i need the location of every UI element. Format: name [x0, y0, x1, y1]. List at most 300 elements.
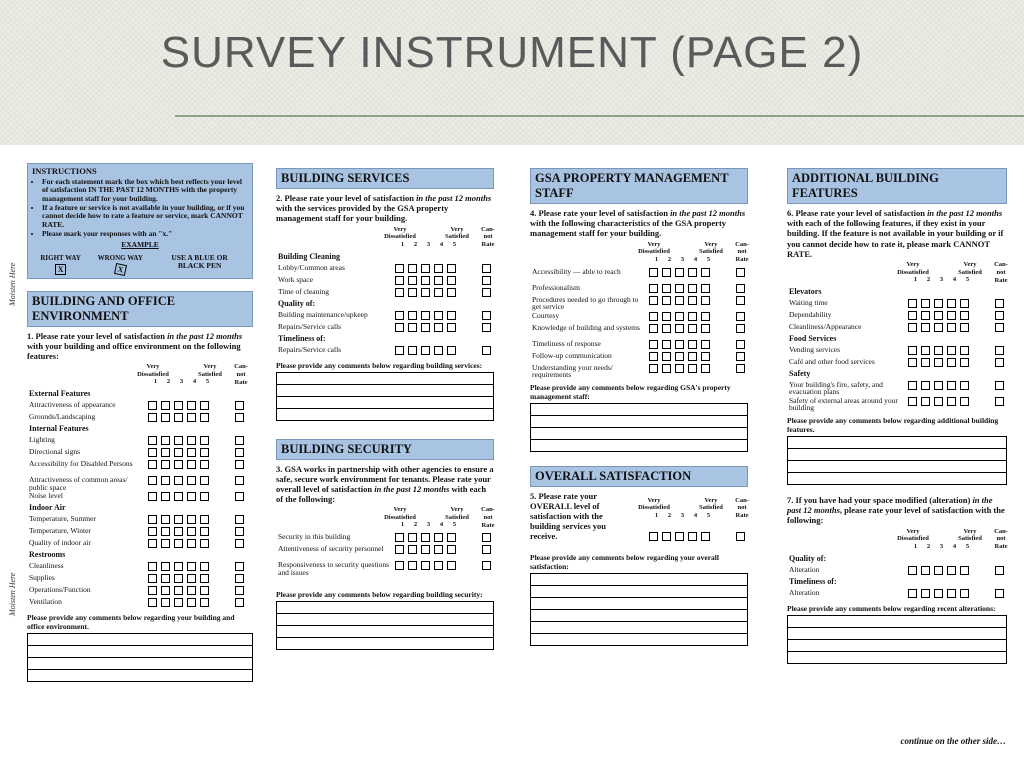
comment-line[interactable] — [277, 614, 493, 626]
comment-line[interactable] — [788, 449, 1006, 461]
comment-line[interactable] — [531, 404, 747, 416]
rating-box[interactable] — [934, 299, 943, 308]
rating-box[interactable] — [947, 589, 956, 598]
rating-boxes[interactable] — [908, 346, 969, 355]
rating-box[interactable] — [148, 460, 157, 469]
rating-box[interactable] — [148, 574, 157, 583]
rating-box[interactable] — [174, 448, 183, 457]
rating-box[interactable] — [434, 323, 443, 332]
rating-box[interactable] — [960, 381, 969, 390]
comment-line[interactable] — [531, 610, 747, 622]
rating-boxes[interactable] — [395, 288, 456, 297]
cannot-rate-box[interactable] — [235, 448, 244, 457]
rating-box[interactable] — [161, 598, 170, 607]
rating-boxes[interactable] — [908, 381, 969, 390]
rating-box[interactable] — [408, 323, 417, 332]
comment-line[interactable] — [28, 658, 252, 670]
rating-box[interactable] — [174, 401, 183, 410]
rating-boxes[interactable] — [148, 492, 209, 501]
rating-box[interactable] — [408, 311, 417, 320]
rating-box[interactable] — [947, 358, 956, 367]
rating-box[interactable] — [947, 311, 956, 320]
cannot-rate-box[interactable] — [995, 358, 1004, 367]
rating-box[interactable] — [174, 598, 183, 607]
boe-comment-box[interactable] — [27, 633, 253, 682]
rating-box[interactable] — [447, 346, 456, 355]
rating-box[interactable] — [662, 268, 671, 277]
cannot-rate-box[interactable] — [995, 323, 1004, 332]
rating-box[interactable] — [148, 586, 157, 595]
rating-box[interactable] — [161, 460, 170, 469]
cannot-rate-box[interactable] — [995, 566, 1004, 575]
rating-box[interactable] — [200, 448, 209, 457]
rating-box[interactable] — [947, 566, 956, 575]
rating-box[interactable] — [908, 589, 917, 598]
rating-box[interactable] — [395, 533, 404, 542]
rating-box[interactable] — [447, 545, 456, 554]
rating-box[interactable] — [934, 311, 943, 320]
rating-box[interactable] — [148, 598, 157, 607]
rating-box[interactable] — [148, 527, 157, 536]
comment-line[interactable] — [277, 397, 493, 409]
rating-box[interactable] — [200, 574, 209, 583]
rating-box[interactable] — [649, 312, 658, 321]
rating-box[interactable] — [947, 299, 956, 308]
rating-box[interactable] — [960, 566, 969, 575]
rating-box[interactable] — [701, 324, 710, 333]
rating-box[interactable] — [408, 561, 417, 570]
rating-box[interactable] — [161, 492, 170, 501]
rating-boxes[interactable] — [148, 436, 209, 445]
rating-box[interactable] — [161, 436, 170, 445]
rating-box[interactable] — [960, 311, 969, 320]
rating-box[interactable] — [675, 284, 684, 293]
rating-boxes[interactable] — [908, 566, 969, 575]
cannot-rate-box[interactable] — [482, 288, 491, 297]
rating-box[interactable] — [200, 527, 209, 536]
rating-box[interactable] — [174, 413, 183, 422]
cannot-rate-box[interactable] — [235, 586, 244, 595]
rating-box[interactable] — [161, 476, 170, 485]
rating-box[interactable] — [934, 566, 943, 575]
cannot-rate-box[interactable] — [235, 598, 244, 607]
rating-box[interactable] — [960, 323, 969, 332]
rating-box[interactable] — [187, 586, 196, 595]
rating-box[interactable] — [447, 288, 456, 297]
cannot-rate-box[interactable] — [235, 562, 244, 571]
rating-box[interactable] — [187, 539, 196, 548]
rating-boxes[interactable] — [148, 539, 209, 548]
comment-line[interactable] — [28, 646, 252, 658]
cannot-rate-box[interactable] — [736, 284, 745, 293]
rating-box[interactable] — [174, 460, 183, 469]
rating-box[interactable] — [688, 324, 697, 333]
rating-box[interactable] — [447, 311, 456, 320]
comment-line[interactable] — [531, 634, 747, 645]
cannot-rate-box[interactable] — [235, 539, 244, 548]
rating-box[interactable] — [200, 436, 209, 445]
rating-box[interactable] — [187, 448, 196, 457]
rating-box[interactable] — [187, 476, 196, 485]
rating-box[interactable] — [434, 561, 443, 570]
comment-line[interactable] — [277, 602, 493, 614]
rating-box[interactable] — [649, 340, 658, 349]
rating-box[interactable] — [187, 598, 196, 607]
rating-box[interactable] — [161, 562, 170, 571]
cannot-rate-box[interactable] — [482, 276, 491, 285]
rating-box[interactable] — [434, 288, 443, 297]
rating-box[interactable] — [421, 533, 430, 542]
rating-box[interactable] — [908, 566, 917, 575]
rating-box[interactable] — [921, 566, 930, 575]
rating-box[interactable] — [908, 397, 917, 406]
comment-line[interactable] — [531, 574, 747, 586]
rating-box[interactable] — [934, 358, 943, 367]
rating-box[interactable] — [688, 268, 697, 277]
rating-box[interactable] — [908, 299, 917, 308]
rating-boxes[interactable] — [649, 352, 710, 361]
rating-box[interactable] — [200, 562, 209, 571]
rating-box[interactable] — [421, 561, 430, 570]
rating-box[interactable] — [148, 562, 157, 571]
rating-box[interactable] — [947, 323, 956, 332]
cannot-rate-box[interactable] — [995, 346, 1004, 355]
cannot-rate-box[interactable] — [736, 312, 745, 321]
rating-boxes[interactable] — [148, 574, 209, 583]
rating-box[interactable] — [421, 323, 430, 332]
rating-box[interactable] — [701, 268, 710, 277]
rating-box[interactable] — [675, 312, 684, 321]
rating-boxes[interactable] — [395, 545, 456, 554]
rating-box[interactable] — [701, 296, 710, 305]
cannot-rate-box[interactable] — [482, 561, 491, 570]
rating-box[interactable] — [908, 358, 917, 367]
rating-boxes[interactable] — [395, 561, 456, 570]
cannot-rate-box[interactable] — [235, 436, 244, 445]
rating-box[interactable] — [934, 381, 943, 390]
rating-boxes[interactable] — [148, 460, 209, 469]
rating-box[interactable] — [200, 586, 209, 595]
rating-box[interactable] — [447, 276, 456, 285]
comment-line[interactable] — [531, 416, 747, 428]
rating-box[interactable] — [688, 296, 697, 305]
cannot-rate-box[interactable] — [995, 589, 1004, 598]
rating-box[interactable] — [662, 352, 671, 361]
rating-box[interactable] — [434, 311, 443, 320]
cannot-rate-box[interactable] — [482, 311, 491, 320]
rating-box[interactable] — [688, 312, 697, 321]
rating-box[interactable] — [688, 284, 697, 293]
rating-box[interactable] — [421, 264, 430, 273]
rating-box[interactable] — [434, 533, 443, 542]
rating-boxes[interactable] — [148, 527, 209, 536]
cannot-rate-box[interactable] — [235, 401, 244, 410]
rating-boxes[interactable] — [395, 533, 456, 542]
rating-box[interactable] — [908, 346, 917, 355]
rating-box[interactable] — [675, 268, 684, 277]
comment-line[interactable] — [531, 428, 747, 440]
rating-box[interactable] — [148, 492, 157, 501]
rating-box[interactable] — [434, 264, 443, 273]
comment-line[interactable] — [531, 440, 747, 451]
rating-box[interactable] — [395, 276, 404, 285]
cannot-rate-box[interactable] — [235, 527, 244, 536]
rating-boxes[interactable] — [148, 586, 209, 595]
rating-boxes[interactable] — [908, 358, 969, 367]
rating-boxes[interactable] — [908, 589, 969, 598]
rating-box[interactable] — [947, 397, 956, 406]
rating-box[interactable] — [649, 296, 658, 305]
rating-box[interactable] — [395, 323, 404, 332]
sec-comment-box[interactable] — [276, 601, 494, 650]
rating-box[interactable] — [187, 436, 196, 445]
rating-boxes[interactable] — [148, 598, 209, 607]
rating-box[interactable] — [174, 586, 183, 595]
comment-line[interactable] — [531, 586, 747, 598]
rating-boxes[interactable] — [908, 397, 969, 406]
rating-box[interactable] — [675, 324, 684, 333]
cannot-rate-box[interactable] — [995, 397, 1004, 406]
cannot-rate-box[interactable] — [482, 346, 491, 355]
rating-box[interactable] — [434, 276, 443, 285]
cannot-rate-box[interactable] — [736, 340, 745, 349]
rating-box[interactable] — [395, 264, 404, 273]
rating-box[interactable] — [174, 574, 183, 583]
comment-line[interactable] — [28, 634, 252, 646]
rating-box[interactable] — [395, 545, 404, 554]
rating-box[interactable] — [174, 515, 183, 524]
rating-box[interactable] — [187, 460, 196, 469]
rating-boxes[interactable] — [649, 364, 710, 373]
rating-boxes[interactable] — [649, 284, 710, 293]
cannot-rate-box[interactable] — [235, 460, 244, 469]
rating-box[interactable] — [148, 436, 157, 445]
rating-box[interactable] — [908, 311, 917, 320]
cannot-rate-box[interactable] — [235, 515, 244, 524]
rating-box[interactable] — [148, 539, 157, 548]
rating-boxes[interactable] — [148, 515, 209, 524]
rating-box[interactable] — [675, 364, 684, 373]
rating-box[interactable] — [688, 364, 697, 373]
rating-box[interactable] — [200, 492, 209, 501]
comment-line[interactable] — [788, 640, 1006, 652]
rating-box[interactable] — [701, 352, 710, 361]
rating-box[interactable] — [421, 276, 430, 285]
rating-box[interactable] — [187, 527, 196, 536]
rating-box[interactable] — [421, 288, 430, 297]
rating-box[interactable] — [174, 492, 183, 501]
rating-box[interactable] — [434, 545, 443, 554]
rating-box[interactable] — [408, 288, 417, 297]
rating-boxes[interactable] — [649, 340, 710, 349]
rating-boxes[interactable] — [395, 264, 456, 273]
comment-line[interactable] — [277, 626, 493, 638]
rating-box[interactable] — [200, 539, 209, 548]
rating-boxes[interactable] — [148, 562, 209, 571]
comment-line[interactable] — [531, 598, 747, 610]
rating-box[interactable] — [148, 476, 157, 485]
rating-boxes[interactable] — [908, 323, 969, 332]
rating-box[interactable] — [408, 346, 417, 355]
rating-box[interactable] — [921, 397, 930, 406]
rating-box[interactable] — [161, 413, 170, 422]
rating-box[interactable] — [934, 346, 943, 355]
cannot-rate-box[interactable] — [736, 324, 745, 333]
rating-box[interactable] — [662, 296, 671, 305]
cannot-rate-box[interactable] — [482, 323, 491, 332]
rating-box[interactable] — [688, 352, 697, 361]
rating-box[interactable] — [934, 323, 943, 332]
rating-box[interactable] — [161, 574, 170, 583]
rating-box[interactable] — [675, 352, 684, 361]
overall-rating-boxes[interactable] — [649, 532, 710, 541]
rating-box[interactable] — [395, 346, 404, 355]
rating-box[interactable] — [161, 539, 170, 548]
rating-box[interactable] — [688, 340, 697, 349]
rating-box[interactable] — [161, 401, 170, 410]
rating-box[interactable] — [649, 352, 658, 361]
rating-box[interactable] — [649, 284, 658, 293]
bs-comment-box[interactable] — [276, 372, 494, 421]
rating-box[interactable] — [148, 401, 157, 410]
rating-box[interactable] — [649, 268, 658, 277]
rating-box[interactable] — [148, 413, 157, 422]
rating-box[interactable] — [662, 340, 671, 349]
rating-box[interactable] — [408, 276, 417, 285]
rating-box[interactable] — [408, 545, 417, 554]
rating-box[interactable] — [662, 324, 671, 333]
rating-box[interactable] — [947, 346, 956, 355]
cannot-rate-box[interactable] — [736, 268, 745, 277]
rating-box[interactable] — [187, 574, 196, 583]
rating-box[interactable] — [161, 527, 170, 536]
rating-box[interactable] — [921, 589, 930, 598]
comment-line[interactable] — [277, 638, 493, 649]
rating-box[interactable] — [421, 311, 430, 320]
cannot-rate-box[interactable] — [995, 381, 1004, 390]
overall-comment-box[interactable] — [530, 573, 748, 646]
rating-box[interactable] — [908, 381, 917, 390]
comment-line[interactable] — [788, 616, 1006, 628]
rating-box[interactable] — [200, 401, 209, 410]
rating-box[interactable] — [200, 598, 209, 607]
rating-box[interactable] — [395, 311, 404, 320]
rating-box[interactable] — [447, 561, 456, 570]
cannot-rate-box[interactable] — [482, 264, 491, 273]
cannot-rate-box[interactable] — [736, 296, 745, 305]
cannot-rate-box[interactable] — [235, 413, 244, 422]
cannot-rate-box[interactable] — [482, 545, 491, 554]
cannot-rate-box[interactable] — [736, 364, 745, 373]
rating-box[interactable] — [921, 299, 930, 308]
rating-box[interactable] — [921, 358, 930, 367]
comment-line[interactable] — [788, 652, 1006, 663]
rating-box[interactable] — [649, 364, 658, 373]
rating-boxes[interactable] — [148, 448, 209, 457]
rating-box[interactable] — [421, 545, 430, 554]
cannot-rate-box[interactable] — [736, 352, 745, 361]
rating-box[interactable] — [408, 533, 417, 542]
comment-line[interactable] — [531, 622, 747, 634]
rating-box[interactable] — [947, 381, 956, 390]
rating-box[interactable] — [662, 312, 671, 321]
rating-box[interactable] — [421, 346, 430, 355]
rating-boxes[interactable] — [148, 401, 209, 410]
rating-box[interactable] — [174, 539, 183, 548]
comment-line[interactable] — [277, 385, 493, 397]
rating-box[interactable] — [395, 288, 404, 297]
rating-box[interactable] — [934, 397, 943, 406]
rating-box[interactable] — [174, 436, 183, 445]
rating-box[interactable] — [921, 311, 930, 320]
pms-comment-box[interactable] — [530, 403, 748, 452]
rating-boxes[interactable] — [395, 276, 456, 285]
comment-line[interactable] — [788, 473, 1006, 484]
rating-box[interactable] — [675, 296, 684, 305]
cannot-rate-box[interactable] — [995, 299, 1004, 308]
rating-box[interactable] — [934, 589, 943, 598]
rating-box[interactable] — [447, 264, 456, 273]
rating-box[interactable] — [161, 448, 170, 457]
rating-boxes[interactable] — [908, 311, 969, 320]
rating-box[interactable] — [447, 323, 456, 332]
rating-box[interactable] — [908, 323, 917, 332]
comment-line[interactable] — [28, 670, 252, 681]
rating-box[interactable] — [649, 324, 658, 333]
rating-box[interactable] — [960, 397, 969, 406]
rating-box[interactable] — [662, 364, 671, 373]
rating-box[interactable] — [148, 448, 157, 457]
rating-box[interactable] — [161, 515, 170, 524]
rating-boxes[interactable] — [649, 268, 710, 277]
rating-boxes[interactable] — [649, 312, 710, 321]
comment-line[interactable] — [277, 373, 493, 385]
rating-box[interactable] — [960, 358, 969, 367]
rating-box[interactable] — [701, 364, 710, 373]
rating-box[interactable] — [148, 515, 157, 524]
rating-boxes[interactable] — [395, 346, 456, 355]
rating-box[interactable] — [960, 299, 969, 308]
rating-box[interactable] — [187, 401, 196, 410]
rating-box[interactable] — [434, 346, 443, 355]
comment-line[interactable] — [277, 409, 493, 420]
rating-box[interactable] — [187, 562, 196, 571]
cannot-rate-box[interactable] — [235, 574, 244, 583]
rating-box[interactable] — [200, 413, 209, 422]
abf-comment-box[interactable] — [787, 436, 1007, 485]
rating-box[interactable] — [187, 492, 196, 501]
rating-box[interactable] — [701, 312, 710, 321]
overall-cannot-rate-box[interactable] — [736, 532, 745, 541]
alt-comment-box[interactable] — [787, 615, 1007, 664]
rating-box[interactable] — [395, 561, 404, 570]
cannot-rate-box[interactable] — [235, 492, 244, 501]
rating-box[interactable] — [447, 533, 456, 542]
rating-box[interactable] — [174, 562, 183, 571]
rating-boxes[interactable] — [148, 413, 209, 422]
rating-box[interactable] — [921, 346, 930, 355]
rating-boxes[interactable] — [395, 311, 456, 320]
comment-line[interactable] — [788, 461, 1006, 473]
comment-line[interactable] — [788, 628, 1006, 640]
rating-boxes[interactable] — [649, 324, 710, 333]
rating-box[interactable] — [675, 340, 684, 349]
rating-box[interactable] — [701, 340, 710, 349]
cannot-rate-box[interactable] — [235, 476, 244, 485]
rating-boxes[interactable] — [395, 323, 456, 332]
rating-box[interactable] — [161, 586, 170, 595]
rating-box[interactable] — [187, 413, 196, 422]
